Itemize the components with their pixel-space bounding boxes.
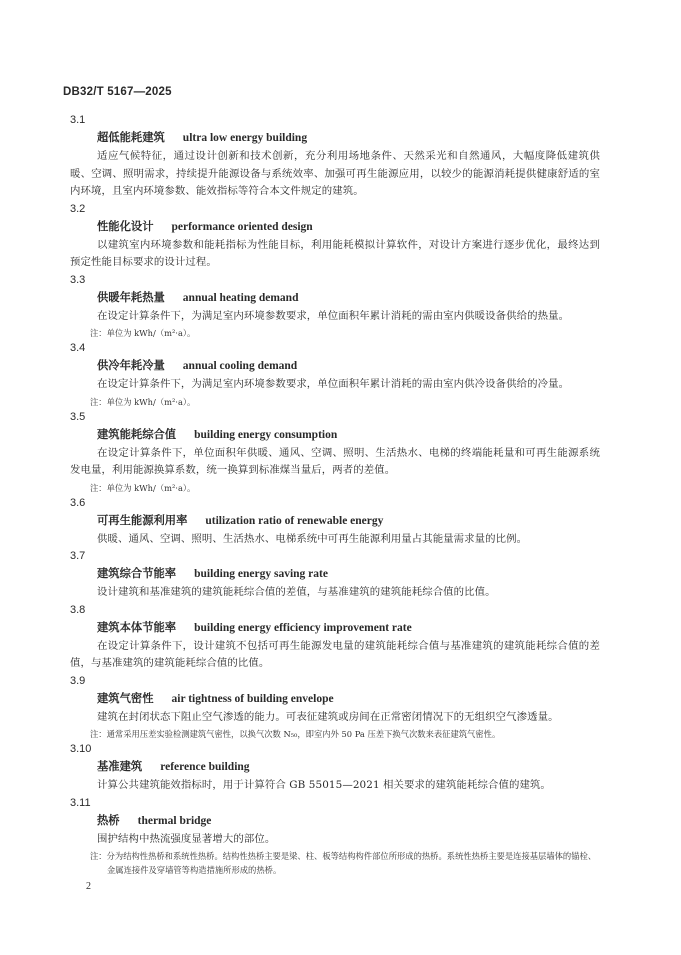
document-id-header: DB32/T 5167—2025 <box>63 86 172 98</box>
term-title-zh: 供暖年耗热量 <box>97 290 165 304</box>
term-title <box>97 566 600 582</box>
term-definition: 在设定计算条件下，为满足室内环境参数要求，单位面积年累计消耗的需由室内供暖设备供给的热量。 <box>97 309 570 322</box>
term-number: 3.11 <box>70 796 91 809</box>
terms-section <box>70 112 600 877</box>
term-entry <box>70 112 600 201</box>
term-title-zh: 性能化设计 <box>97 219 154 233</box>
term-definition: 围护结构中热流强度显著增大的部位。 <box>97 832 276 845</box>
term-title-en: building energy consumption <box>194 428 338 441</box>
term-note: 注：单位为 kWh/（m²·a）。 <box>90 396 196 407</box>
term-number: 3.7 <box>70 550 86 562</box>
term-title-zh: 建筑本体节能率 <box>97 620 177 634</box>
term-title <box>97 813 600 829</box>
term-note: 注：通常采用压差实验检测建筑气密性，以换气次数 N₅₀，即室内外 50 Pa 压差下换气次数来表征建筑气密性。 <box>90 729 501 739</box>
term-title-zh: 建筑综合节能率 <box>97 567 177 580</box>
term-title-en: utilization ratio of renewable energy <box>205 514 384 527</box>
term-number: 3.6 <box>70 496 86 509</box>
term-entry <box>70 741 600 795</box>
term-number: 3.4 <box>70 342 86 354</box>
term-title <box>97 620 600 636</box>
term-entry <box>70 201 600 272</box>
term-title-zh: 基准建筑 <box>97 760 143 773</box>
term-entry <box>70 272 600 341</box>
term-title <box>97 513 600 529</box>
term-note: 注：分为结构性热桥和系统性热桥。结构性热桥主要是梁、柱、板等结构构件部位所形成的热桥。系统性热桥主要是连接基层墙体的锚栓、金属连接件及穿墙管等构造措施所形成的热桥。 <box>90 851 597 875</box>
term-title <box>97 691 600 707</box>
term-title-en: annual heating demand <box>182 291 299 304</box>
term-title-zh: 建筑气密性 <box>97 691 154 705</box>
term-title-en: air tightness of building envelope <box>171 692 334 705</box>
term-title-en: building energy saving rate <box>194 568 328 580</box>
term-number: 3.2 <box>70 202 86 215</box>
term-title-zh: 建筑能耗综合值 <box>97 427 177 441</box>
term-number: 3.5 <box>70 410 86 423</box>
term-entry <box>70 409 600 495</box>
term-definition: 以建筑室内环境参数和能耗指标为性能目标，利用能耗模拟计算软件，对设计方案进行逐步优化，最终达到预定性能目标要求的设计过程。 <box>70 238 600 268</box>
term-number: 3.8 <box>70 603 86 616</box>
term-title-zh: 可再生能源利用率 <box>97 513 188 527</box>
term-entry <box>70 340 600 409</box>
term-entry <box>70 548 600 602</box>
term-title-en: annual cooling demand <box>182 360 298 372</box>
term-definition: 设计建筑和基准建筑的建筑能耗综合值的差值，与基准建筑的建筑能耗综合值的比值。 <box>97 586 496 598</box>
term-definition: 适应气候特征，通过设计创新和技术创新，充分利用场地条件、天然采光和自然通风，大幅度降低建筑供暖、空调、照明需求，持续提升能源设备与系统效率、加强可再生能源应用，以较少的能源消耗提供健康舒适的室内环境，且室内环境参数、能效指标等符合本文件规定的建筑。 <box>70 150 600 197</box>
term-title <box>97 130 600 146</box>
term-number: 3.9 <box>70 674 86 687</box>
term-note: 注：单位为 kWh/（m²·a）。 <box>90 328 196 338</box>
term-title-en: building energy efficiency improvement rate <box>194 621 412 634</box>
term-definition: 建筑在封闭状态下阻止空气渗透的能力。可表征建筑或房间在正常密闭情况下的无组织空气渗透量。 <box>97 710 559 723</box>
term-entry <box>70 795 600 878</box>
term-definition: 在设定计算条件下，单位面积年供暖、通风、空调、照明、生活热水、电梯的终端能耗量和可再生能源系统发电量，利用能源换算系数，统一换算到标准煤当量后，两者的差值。 <box>70 446 600 476</box>
term-title-zh: 热桥 <box>97 813 120 827</box>
term-title-en: ultra low energy building <box>182 132 308 144</box>
term-number: 3.10 <box>70 743 92 755</box>
term-definition: 供暖、通风、空调、照明、生活热水、电梯系统中可再生能源利用量占其能量需求量的比例。 <box>97 532 528 545</box>
term-definition: 计算公共建筑能效指标时，用于计算符合 GB 55015—2021 相关要求的建筑能耗综合值的建筑。 <box>97 779 551 791</box>
term-definition: 在设定计算条件下，为满足室内环境参数要求，单位面积年累计消耗的需由室内供冷设备供给的冷量。 <box>97 378 570 390</box>
term-entry <box>70 495 600 549</box>
term-title-zh: 供冷年耗冷量 <box>97 359 165 372</box>
term-title <box>97 358 600 374</box>
term-entry <box>70 673 600 742</box>
term-title-en: performance oriented design <box>171 220 313 233</box>
term-number: 3.3 <box>70 273 86 286</box>
term-entry <box>70 602 600 673</box>
term-title-en: reference building <box>160 761 250 773</box>
page-number: 2 <box>86 881 91 892</box>
term-title <box>97 759 600 775</box>
term-title <box>97 427 600 443</box>
term-title <box>97 219 600 235</box>
term-note: 注：单位为 kWh/（m²·a）。 <box>90 482 196 493</box>
term-number: 3.1 <box>70 114 86 126</box>
term-title-en: thermal bridge <box>137 814 212 827</box>
term-definition: 在设定计算条件下，设计建筑不包括可再生能源发电量的建筑能耗综合值与基准建筑的建筑能耗综合值的差值，与基准建筑的建筑能耗综合值的比值。 <box>70 639 600 669</box>
term-title-zh: 超低能耗建筑 <box>97 131 165 144</box>
term-title <box>97 290 600 306</box>
